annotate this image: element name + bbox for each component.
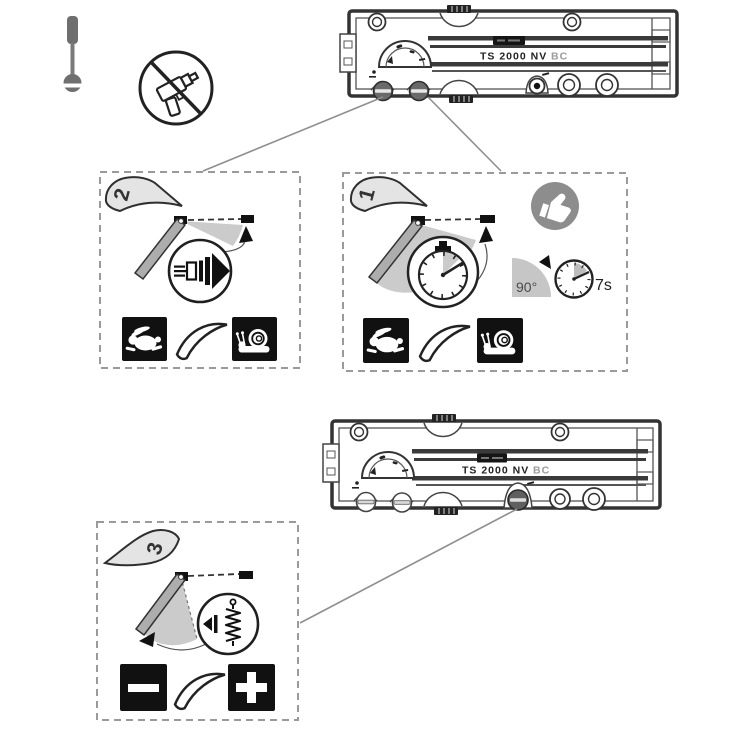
snail-icon <box>477 318 523 363</box>
minus-icon <box>120 664 167 711</box>
step-flag <box>105 530 179 565</box>
angle-label: 90° <box>516 279 538 295</box>
thumbs-up-icon <box>531 182 579 230</box>
damper-spring-icon <box>198 594 258 654</box>
mount-bracket <box>323 444 339 482</box>
rabbit-icon <box>363 318 409 363</box>
leader-line-valve1-to-step1 <box>428 97 501 171</box>
leader-line-backcheck-to-step3 <box>300 509 517 623</box>
90-degree-sector-icon <box>512 255 551 297</box>
rotation-arrow-icon <box>539 255 551 269</box>
door-closer-bottom-diagram <box>323 414 660 515</box>
step-number: 3 <box>142 540 168 558</box>
leader-line-valve2-to-step2 <box>203 97 383 171</box>
step-number: 1 <box>354 186 380 204</box>
no-power-drill-icon <box>140 52 212 124</box>
frame-block-icon <box>239 571 253 579</box>
frame-block-icon <box>480 215 495 223</box>
frame-dashed-line <box>188 574 239 576</box>
plus-icon <box>228 664 275 711</box>
7s-clock-icon <box>556 261 612 298</box>
duration-label: 7s <box>595 277 612 294</box>
latch-speed-icon <box>169 240 231 302</box>
mounting-hole-icon <box>564 14 581 31</box>
step-flag <box>106 177 182 211</box>
snail-icon <box>232 317 277 361</box>
door-swing-icon <box>177 324 227 359</box>
closing-direction-arrow-icon <box>479 226 493 243</box>
frame-dashed-line <box>425 219 481 220</box>
model-variant-label: BC <box>551 50 569 63</box>
mounting-hole-icon <box>369 14 386 31</box>
step-box-1 <box>343 173 627 371</box>
mounting-hole-icon <box>552 424 569 441</box>
stopwatch-icon <box>408 237 478 307</box>
valve-screw-2 <box>393 493 412 512</box>
door-closer-top-diagram <box>340 5 677 103</box>
door-swing-icon <box>175 674 225 709</box>
frame-block-icon <box>241 215 254 223</box>
step-flag <box>351 177 427 211</box>
step-box-3 <box>97 522 298 720</box>
valve-screw-1 <box>357 493 376 512</box>
step-box-2 <box>100 172 300 368</box>
model-label: TS 2000 NV <box>462 464 530 477</box>
step-number: 2 <box>109 186 135 204</box>
mount-bracket <box>340 34 356 72</box>
screwdriver-icon <box>64 16 82 92</box>
mounting-hole-icon <box>351 424 368 441</box>
model-variant-label: BC <box>533 464 551 477</box>
valve-screw-2 <box>410 82 429 101</box>
model-label: TS 2000 NV <box>480 50 548 63</box>
door-swing-icon <box>420 326 470 361</box>
frame-dashed-line <box>188 219 242 220</box>
rabbit-icon <box>122 317 167 361</box>
